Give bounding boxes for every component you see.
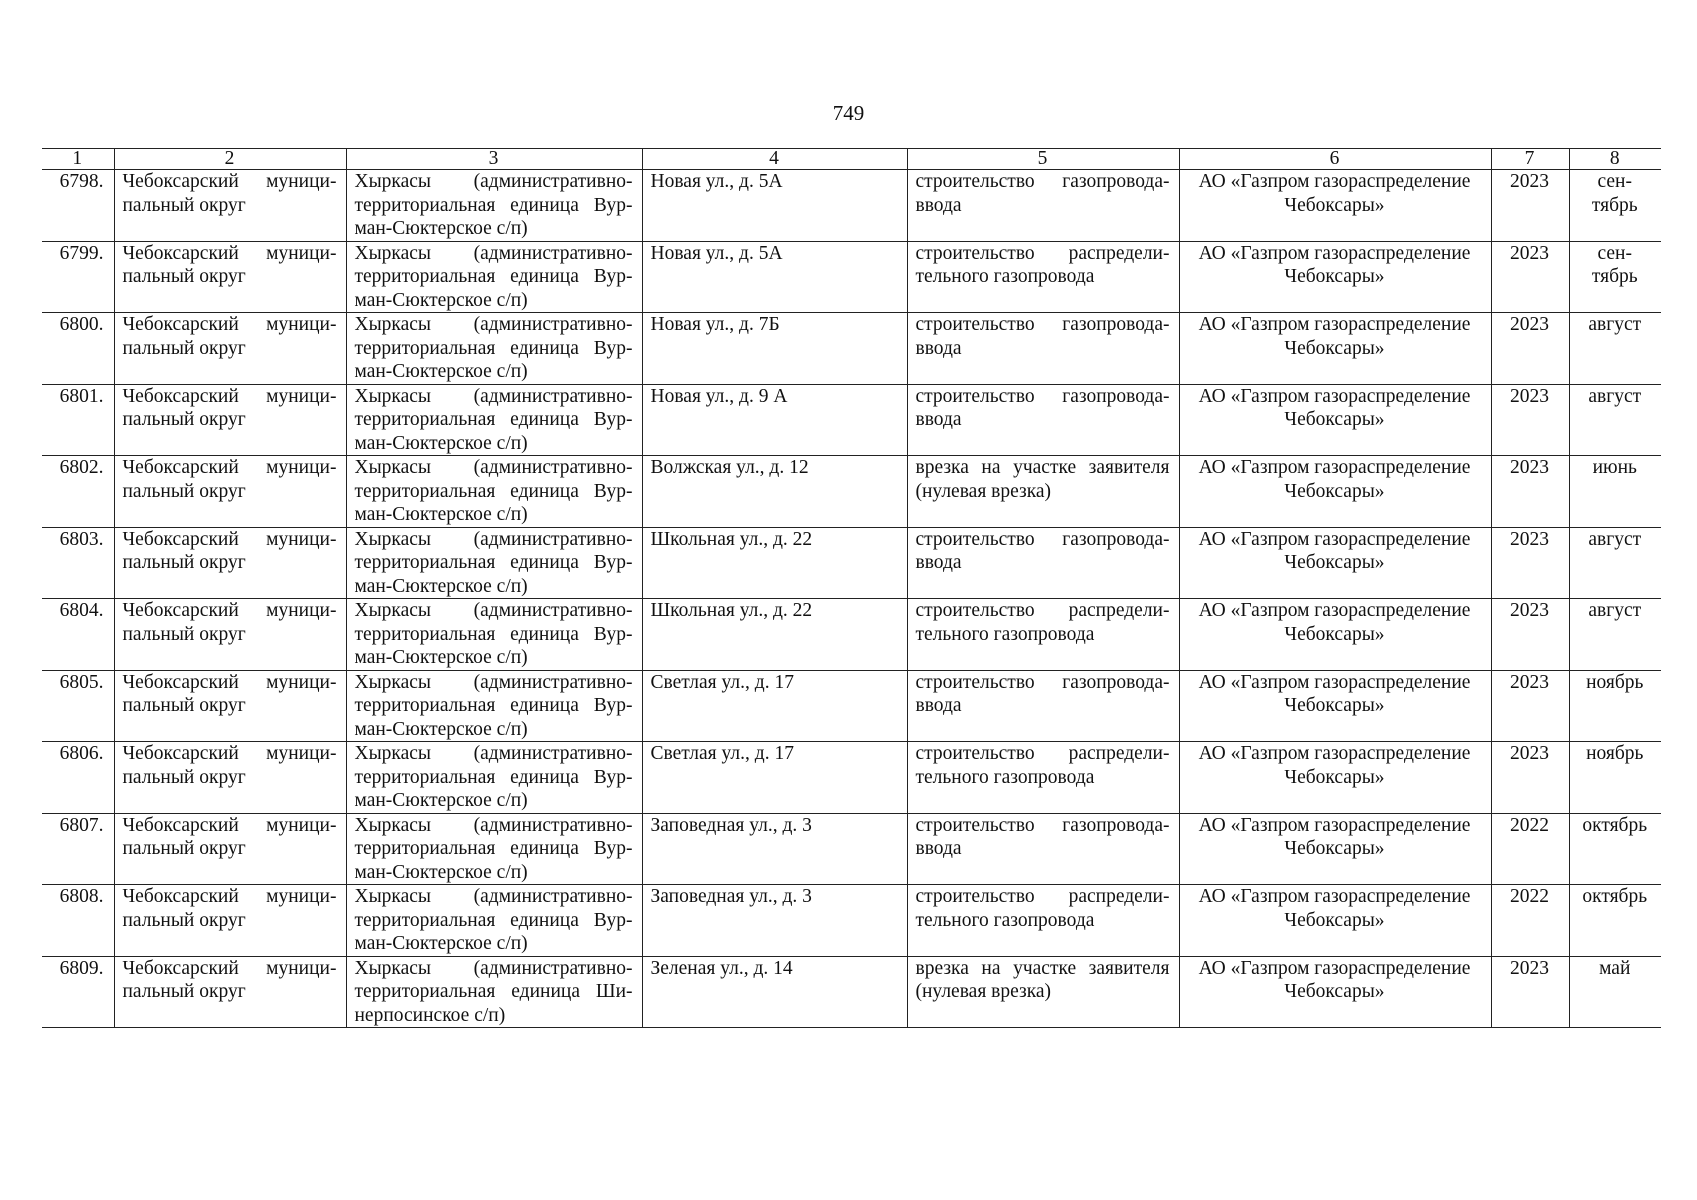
organization-cell: АО «Газпром газораспределение Чебоксары» [1179,742,1491,814]
settlement-cell: Хыркасы (административно-территориальная единица Вур-ман-Сюктерское с/п) [346,527,642,599]
work-type-cell: строительство распредели-тельного газопровода [907,599,1179,671]
row-number-cell: 6806. [42,742,114,814]
table-row [42,599,1661,671]
work-type-cell: строительство газопровода-ввода [907,670,1179,742]
address-cell: Новая ул., д. 9 А [642,384,907,456]
row-number-cell: 6804. [42,599,114,671]
district-cell: Чебоксарский муници-пальный округ [114,313,346,385]
settlement-cell: Хыркасы (административно-территориальная единица Вур-ман-Сюктерское с/п) [346,742,642,814]
table-row [42,956,1661,1028]
work-type-cell: строительство газопровода-ввода [907,527,1179,599]
month-cell: август [1569,527,1661,599]
address-cell: Зеленая ул., д. 14 [642,956,907,1028]
table-row [42,313,1661,385]
year-cell: 2023 [1491,599,1569,671]
page-number: 749 [832,101,865,125]
organization-cell: АО «Газпром газораспределение Чебоксары» [1179,527,1491,599]
organization-cell: АО «Газпром газораспределение Чебоксары» [1179,599,1491,671]
district-cell: Чебоксарский муници-пальный округ [114,956,346,1028]
month-cell: сен-тябрь [1569,241,1661,313]
organization-cell: АО «Газпром газораспределение Чебоксары» [1179,241,1491,313]
year-cell: 2023 [1491,527,1569,599]
work-type-cell: строительство газопровода-ввода [907,170,1179,242]
table-row [42,670,1661,742]
address-cell: Новая ул., д. 5А [642,170,907,242]
address-cell: Волжская ул., д. 12 [642,456,907,528]
district-cell: Чебоксарский муници-пальный округ [114,813,346,885]
year-cell: 2023 [1491,956,1569,1028]
month-cell: август [1569,313,1661,385]
work-type-cell: строительство распредели-тельного газопровода [907,742,1179,814]
month-cell: июнь [1569,456,1661,528]
year-cell: 2023 [1491,670,1569,742]
month-cell: ноябрь [1569,670,1661,742]
table-row [42,170,1661,242]
month-cell: сен-тябрь [1569,170,1661,242]
organization-cell: АО «Газпром газораспределение Чебоксары» [1179,384,1491,456]
work-type-cell: врезка на участке заявителя (нулевая врезка) [907,956,1179,1028]
district-cell: Чебоксарский муници-пальный округ [114,241,346,313]
month-cell: август [1569,384,1661,456]
column-number: 2 [114,149,346,170]
district-cell: Чебоксарский муници-пальный округ [114,456,346,528]
settlement-cell: Хыркасы (административно-территориальная единица Вур-ман-Сюктерское с/п) [346,313,642,385]
organization-cell: АО «Газпром газораспределение Чебоксары» [1179,885,1491,957]
district-cell: Чебоксарский муници-пальный округ [114,384,346,456]
row-number-cell: 6803. [42,527,114,599]
district-cell: Чебоксарский муници-пальный округ [114,885,346,957]
settlement-cell: Хыркасы (административно-территориальная единица Вур-ман-Сюктерское с/п) [346,384,642,456]
month-cell: октябрь [1569,813,1661,885]
work-type-cell: строительство распредели-тельного газопровода [907,885,1179,957]
organization-cell: АО «Газпром газораспределение Чебоксары» [1179,313,1491,385]
year-cell: 2023 [1491,456,1569,528]
district-cell: Чебоксарский муници-пальный округ [114,742,346,814]
district-cell: Чебоксарский муници-пальный округ [114,670,346,742]
month-cell: октябрь [1569,885,1661,957]
district-cell: Чебоксарский муници-пальный округ [114,599,346,671]
settlement-cell: Хыркасы (административно-территориальная единица Ши-нерпосинское с/п) [346,956,642,1028]
address-cell: Заповедная ул., д. 3 [642,885,907,957]
address-cell: Заповедная ул., д. 3 [642,813,907,885]
table-row [42,456,1661,528]
settlement-cell: Хыркасы (административно-территориальная единица Вур-ман-Сюктерское с/п) [346,885,642,957]
work-type-cell: строительство газопровода-ввода [907,813,1179,885]
year-cell: 2023 [1491,742,1569,814]
work-type-cell: врезка на участке заявителя (нулевая врезка) [907,456,1179,528]
row-number-cell: 6800. [42,313,114,385]
settlement-cell: Хыркасы (административно-территориальная единица Вур-ман-Сюктерское с/п) [346,241,642,313]
row-number-cell: 6805. [42,670,114,742]
year-cell: 2022 [1491,813,1569,885]
row-number-cell: 6799. [42,241,114,313]
year-cell: 2023 [1491,384,1569,456]
year-cell: 2023 [1491,170,1569,242]
work-type-cell: строительство газопровода-ввода [907,384,1179,456]
settlement-cell: Хыркасы (административно-территориальная единица Вур-ман-Сюктерское с/п) [346,599,642,671]
year-cell: 2023 [1491,313,1569,385]
column-number: 8 [1569,149,1661,170]
column-number-row [42,149,1661,170]
district-cell: Чебоксарский муници-пальный округ [114,170,346,242]
district-cell: Чебоксарский муници-пальный округ [114,527,346,599]
address-cell: Новая ул., д. 5А [642,241,907,313]
settlement-cell: Хыркасы (административно-территориальная единица Вур-ман-Сюктерское с/п) [346,170,642,242]
work-type-cell: строительство газопровода-ввода [907,313,1179,385]
column-number: 7 [1491,149,1569,170]
month-cell: май [1569,956,1661,1028]
year-cell: 2022 [1491,885,1569,957]
column-number: 4 [642,149,907,170]
month-cell: август [1569,599,1661,671]
organization-cell: АО «Газпром газораспределение Чебоксары» [1179,956,1491,1028]
settlement-cell: Хыркасы (административно-территориальная единица Вур-ман-Сюктерское с/п) [346,670,642,742]
organization-cell: АО «Газпром газораспределение Чебоксары» [1179,813,1491,885]
column-number: 3 [346,149,642,170]
row-number-cell: 6809. [42,956,114,1028]
table-row [42,384,1661,456]
address-cell: Новая ул., д. 7Б [642,313,907,385]
row-number-cell: 6807. [42,813,114,885]
organization-cell: АО «Газпром газораспределение Чебоксары» [1179,670,1491,742]
organization-cell: АО «Газпром газораспределение Чебоксары» [1179,456,1491,528]
address-cell: Светлая ул., д. 17 [642,742,907,814]
work-type-cell: строительство распредели-тельного газопровода [907,241,1179,313]
table-row [42,241,1661,313]
address-cell: Светлая ул., д. 17 [642,670,907,742]
month-cell: ноябрь [1569,742,1661,814]
settlement-cell: Хыркасы (административно-территориальная единица Вур-ман-Сюктерское с/п) [346,813,642,885]
row-number-cell: 6808. [42,885,114,957]
year-cell: 2023 [1491,241,1569,313]
table-row [42,527,1661,599]
address-cell: Школьная ул., д. 22 [642,527,907,599]
row-number-cell: 6798. [42,170,114,242]
table-row [42,885,1661,957]
row-number-cell: 6801. [42,384,114,456]
settlement-cell: Хыркасы (административно-территориальная единица Вур-ман-Сюктерское с/п) [346,456,642,528]
column-number: 1 [42,149,114,170]
column-number: 6 [1179,149,1491,170]
column-number: 5 [907,149,1179,170]
table-row [42,742,1661,814]
table-row [42,813,1661,885]
register-table [42,148,1661,1028]
address-cell: Школьная ул., д. 22 [642,599,907,671]
row-number-cell: 6802. [42,456,114,528]
organization-cell: АО «Газпром газораспределение Чебоксары» [1179,170,1491,242]
